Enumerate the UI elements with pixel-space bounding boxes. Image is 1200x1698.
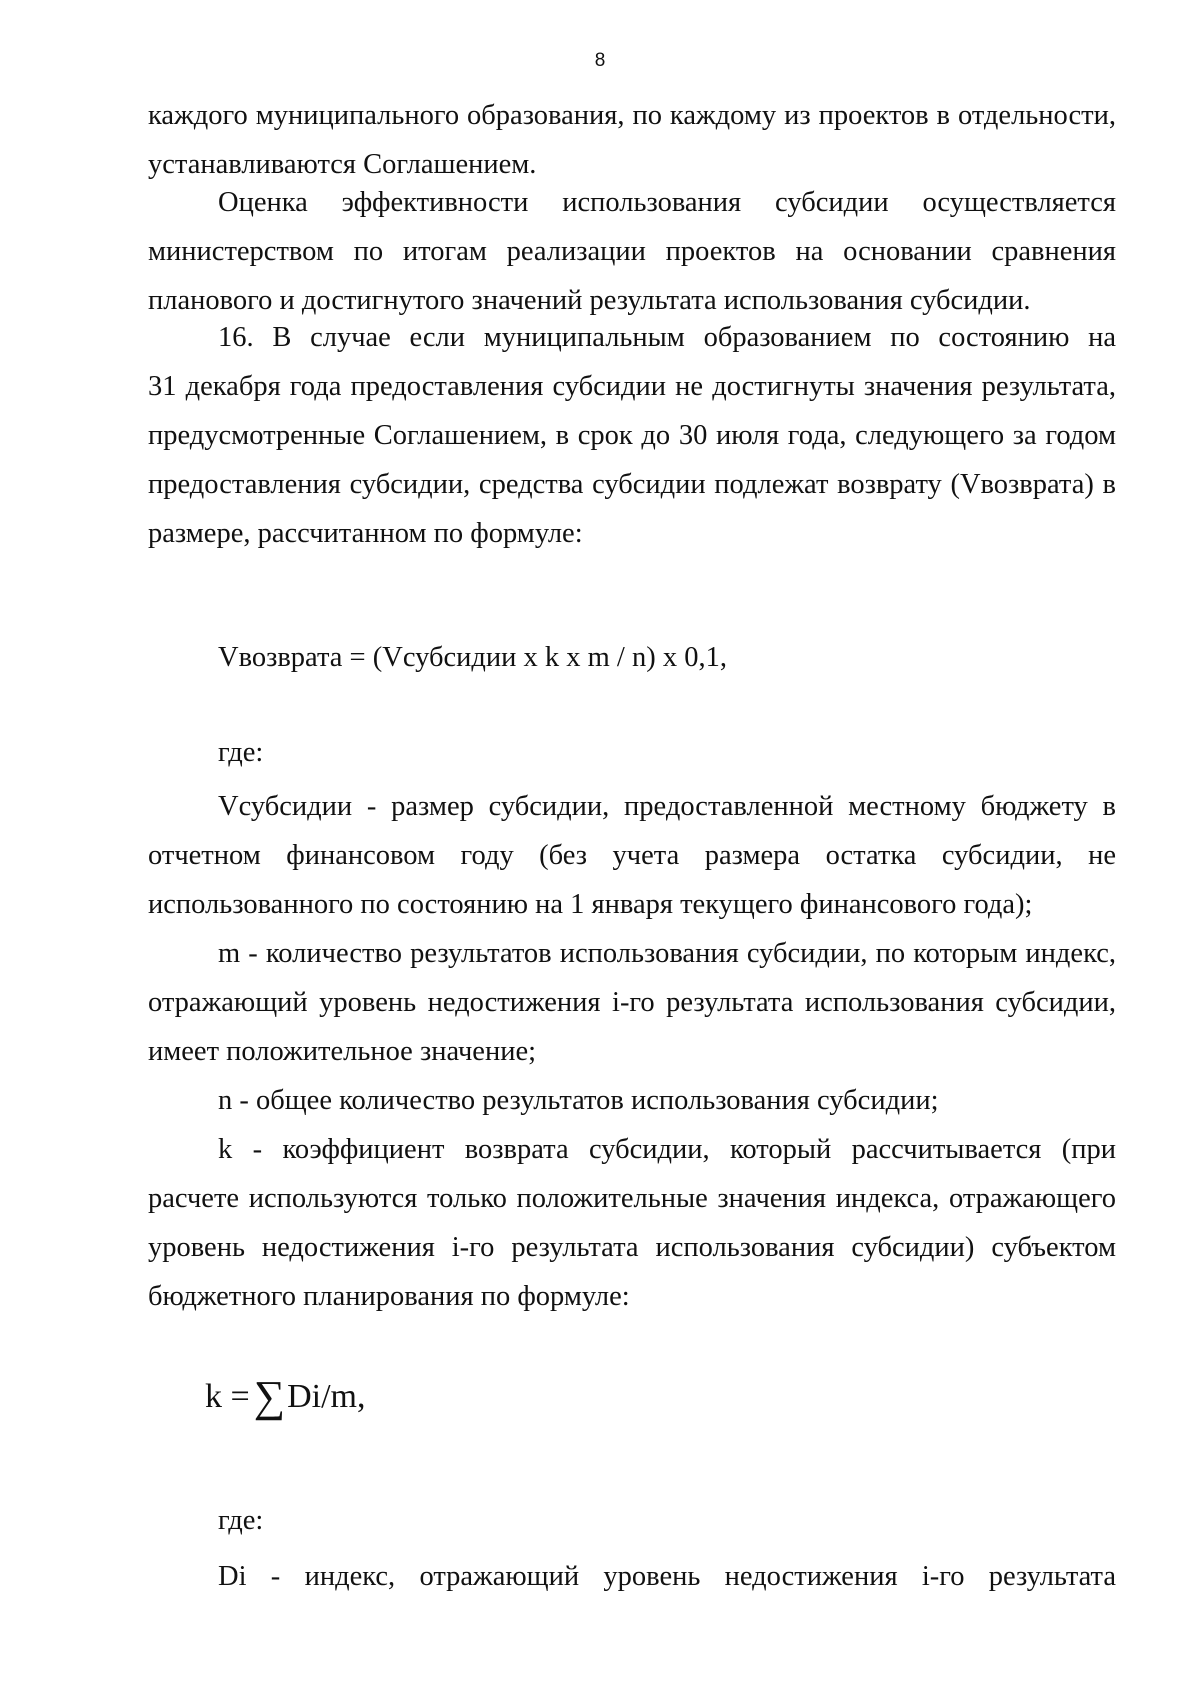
page-number: 8 (594, 50, 606, 71)
text-line: министерством по итогам реализации проектов на основании сравнения (148, 236, 1116, 267)
text-line: Vсубсидии - размер субсидии, предоставленной местному бюджету в (218, 791, 1116, 822)
k-formula-lhs: k = (205, 1378, 250, 1415)
where-label-2: где: (218, 1505, 264, 1536)
text-line: имеет положительное значение; (148, 1036, 537, 1067)
text-line: размере, рассчитанном по формуле: (148, 518, 583, 549)
text-line: 31 декабря года предоставления субсидии не достигнуты значения результата, (148, 371, 1116, 402)
text-line: Оценка эффективности использования субсидии осуществляется (218, 187, 1116, 218)
intro-paragraph (148, 91, 1116, 189)
text-line: устанавливаются Соглашением. (148, 149, 537, 180)
text-line: m - количество результатов использования субсидии, по которым индекс, (218, 938, 1116, 969)
where-label: где: (218, 737, 264, 768)
text-line: предоставления субсидии, средства субсидии подлежат возврату (Vвозврата) в (148, 469, 1116, 500)
text-line: уровень недостижения i-го результата использования субсидии) субъектом (148, 1232, 1116, 1263)
clause-16-paragraph (148, 313, 1116, 558)
sigma-icon: ∑ (253, 1372, 286, 1421)
text-line: предусмотренные Соглашением, в срок до 30 июля года, следующего за годом (148, 420, 1116, 451)
evaluation-paragraph (148, 178, 1116, 325)
text-line: отражающий уровень недостижения i-го результата использования субсидии, (148, 987, 1116, 1018)
definition-v-subsidy (148, 782, 1116, 929)
text-line: каждого муниципального образования, по каждому из проектов в отдельности, (148, 100, 1116, 131)
definition-n (148, 1076, 1116, 1125)
text-line: расчете используются только положительные значения индекса, отражающего (148, 1183, 1116, 1214)
definition-di (148, 1552, 1116, 1601)
definition-k (148, 1125, 1116, 1321)
text-line: планового и достигнутого значений результата использования субсидии. (148, 285, 1031, 316)
definition-m (148, 929, 1116, 1076)
text-line: использованного по состоянию на 1 января текущего финансового года); (148, 889, 1033, 920)
text-line: 16. В случае если муниципальным образованием по состоянию на (218, 322, 1116, 353)
text-line: бюджетного планирования по формуле: (148, 1281, 630, 1312)
text-line: k - коэффициент возврата субсидии, который рассчитывается (при (218, 1134, 1116, 1165)
text-line: n - общее количество результатов использования субсидии; (218, 1085, 939, 1116)
return-formula: Vвозврата = (Vсубсидии x k x m / n) x 0,1, (218, 642, 727, 673)
k-formula-rhs: Di/m, (287, 1378, 366, 1415)
text-line: Di - индекс, отражающий уровень недостижения i-го результата (218, 1561, 1116, 1592)
k-formula (205, 1372, 366, 1421)
text-line: отчетном финансовом году (без учета размера остатка субсидии, не (148, 840, 1116, 871)
